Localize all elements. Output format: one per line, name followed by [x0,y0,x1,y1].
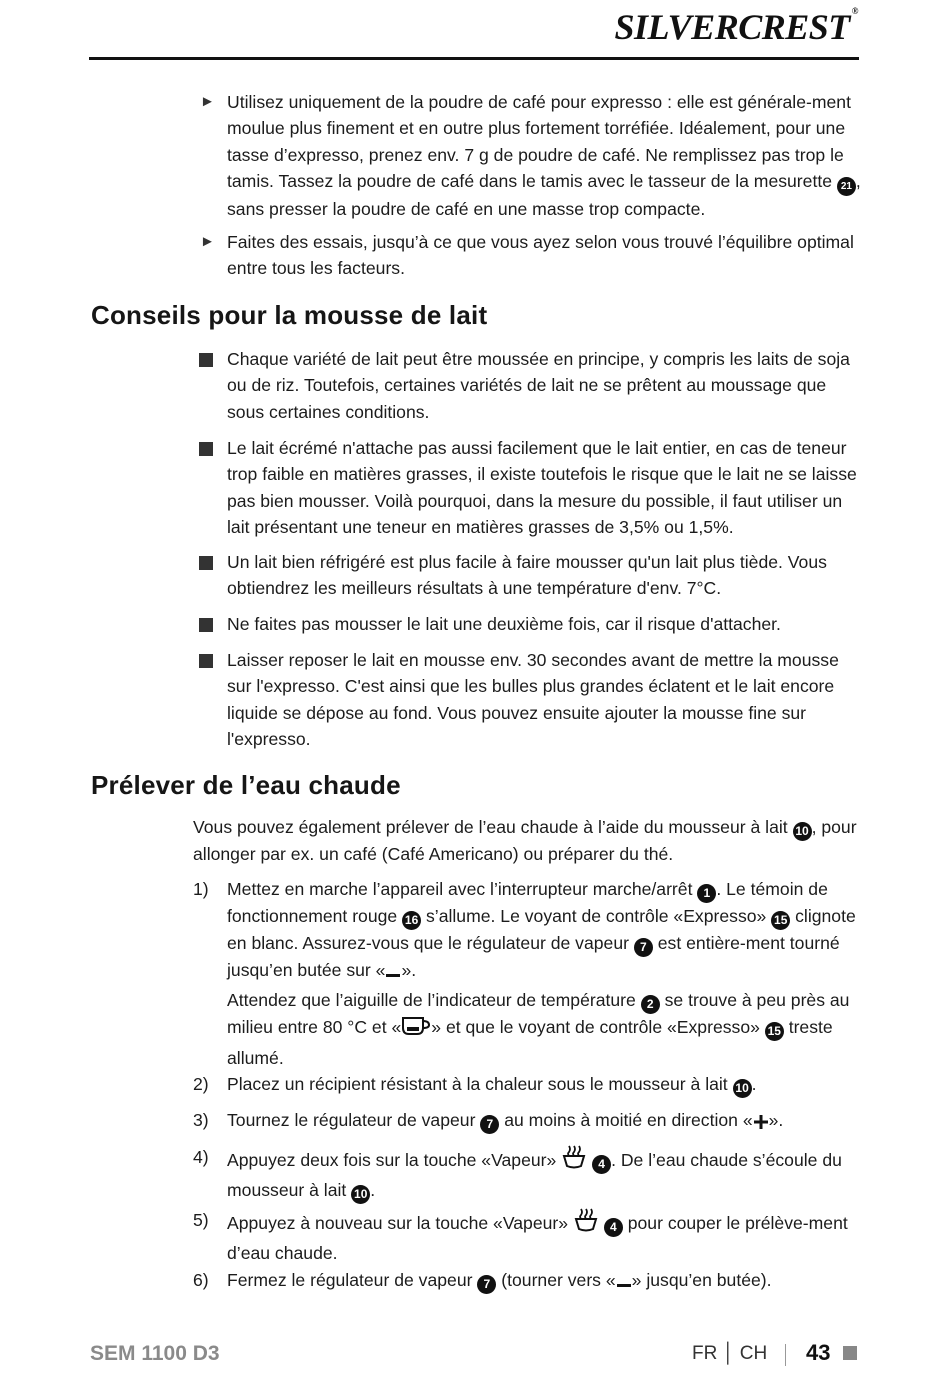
ref-badge: 15 [765,1022,784,1041]
plus-icon [753,1111,769,1137]
ref-badge: 15 [771,911,790,930]
list-item: Laisser reposer le lait en mousse env. 30 secondes avant de mettre la mousse sur l'expresso. C'est ainsi que les bulles plus grandes éclatent et le lait encore liquide se dépose au fond. Vous pouvez ensuite ajouter la mousse fine sur l'expresso. [227,647,867,753]
ref-badge: 4 [592,1155,611,1174]
step-6: 6) Fermez le régulateur de vapeur 7 (tourner vers « » jusqu’en butée). [227,1267,867,1297]
square-bullet-icon [199,353,213,367]
ref-badge: 7 [634,938,653,957]
brand-logo: SILVERCREST ® [614,6,858,47]
ref-badge: 2 [641,995,660,1014]
footer-model: SEM 1100 D3 [90,1342,220,1365]
minus-icon [616,1271,632,1297]
square-bullet-icon [199,654,213,668]
step-1: 1) Mettez en marche l’appareil avec l’interrupteur marche/arrêt 1 . Le témoin de fonctionnement rouge 16 s’allume. Le voyant de contrôle «Expresso» 15 clignote en blanc. Assurez-vous que le régulateur de vapeur 7 est entière-ment tourné jusqu’en butée sur « ». Attendez que l’aiguille de l’indicateur de température 2 se trouve à peu près au milieu entre 80 °C et « » et que le voyant de contrôle «Expresso» 15 treste allumé. [193,879,856,1068]
ref-badge: 10 [733,1079,752,1098]
play-bullet-icon: ► [200,233,215,250]
cup-icon [401,1015,431,1044]
ref-badge: 1 [697,884,716,903]
page-number: 43 [806,1340,831,1365]
list-item: Un lait bien réfrigéré est plus facile à faire mousser qu'un lait plus tiède. Vous obtiendrez les meilleurs résultats à une température d'env. 7°C. [227,549,867,602]
step-3: 3) Tournez le régulateur de vapeur 7 au moins à moitié en direction « ». [227,1107,867,1137]
square-bullet-icon [843,1346,857,1360]
list-item: Chaque variété de lait peut être moussée en principe, y compris les laits de soja ou de riz. Toutefois, certaines variétés de lait ne se prêtent au moussage que sous certaines conditions. [227,346,867,425]
steam-icon [573,1207,599,1240]
ref-badge: 7 [477,1275,496,1294]
ref-badge: 10 [351,1185,370,1204]
section-title: Prélever de l’eau chaude [91,770,401,800]
list-item: Ne faites pas mousser le lait une deuxième fois, car il risque d'attacher. [227,611,867,637]
play-bullet-icon: ► [200,93,215,110]
list-item: ► Utilisez uniquement de la poudre de café pour expresso : elle est générale-ment moulue plus finement et en outre plus fortement torréfiée. Idéalement, pour une tasse d’expresso, prenez env. 7 g de poudre de café. Ne remplissez pas trop le tamis. Tassez la poudre de café dans le tamis avec le tasseur de la mesurette 21 , sans presser la poudre de café en une masse trop compacte. [227,89,867,223]
list-item: ► Faites des essais, jusqu’à ce que vous ayez selon vous trouvé l’équilibre optimal entre tous les facteurs. [227,229,867,282]
step-2: 2) Placez un récipient résistant à la chaleur sous le mousseur à lait 10 . [227,1071,867,1098]
list-item: Le lait écrémé n'attache pas aussi facilement que le lait entier, en cas de teneur trop faible en matières grasses, il existe toutefois le risque que le lait ne se laisse pas bien mousser. Voilà pourquoi, dans la mesure du possible, il faut utiliser un lait présentant une teneur en matières grasses de 3,5% ou 1,5%. [227,435,867,541]
section-title: Conseils pour la mousse de lait [91,300,488,330]
step-4: 4) Appuyez deux fois sur la touche «Vapeur» 4 . De l’eau chaude s’écoule du mousseur à lait 10 . [227,1144,867,1204]
ref-badge: 7 [480,1115,499,1134]
minus-icon [385,961,401,987]
ref-badge: 4 [604,1218,623,1237]
ref-badge: 21 [837,177,856,196]
ref-badge: 16 [402,911,421,930]
square-bullet-icon [199,442,213,456]
square-bullet-icon [199,556,213,570]
footer-divider [785,1344,786,1366]
intro-paragraph: Vous pouvez également prélever de l’eau chaude à l’aide du mousseur à lait 10 , pour allonger par ex. un café (Café Americano) ou préparer du thé. [193,817,857,864]
square-bullet-icon [199,618,213,632]
footer-language: FR │ CH [692,1343,768,1364]
steam-icon [561,1144,587,1177]
step-5: 5) Appuyez à nouveau sur la touche «Vapeur» 4 pour couper le prélève-ment d’eau chaude. [227,1207,867,1267]
ref-badge: 10 [793,822,812,841]
header-rule [89,57,859,60]
